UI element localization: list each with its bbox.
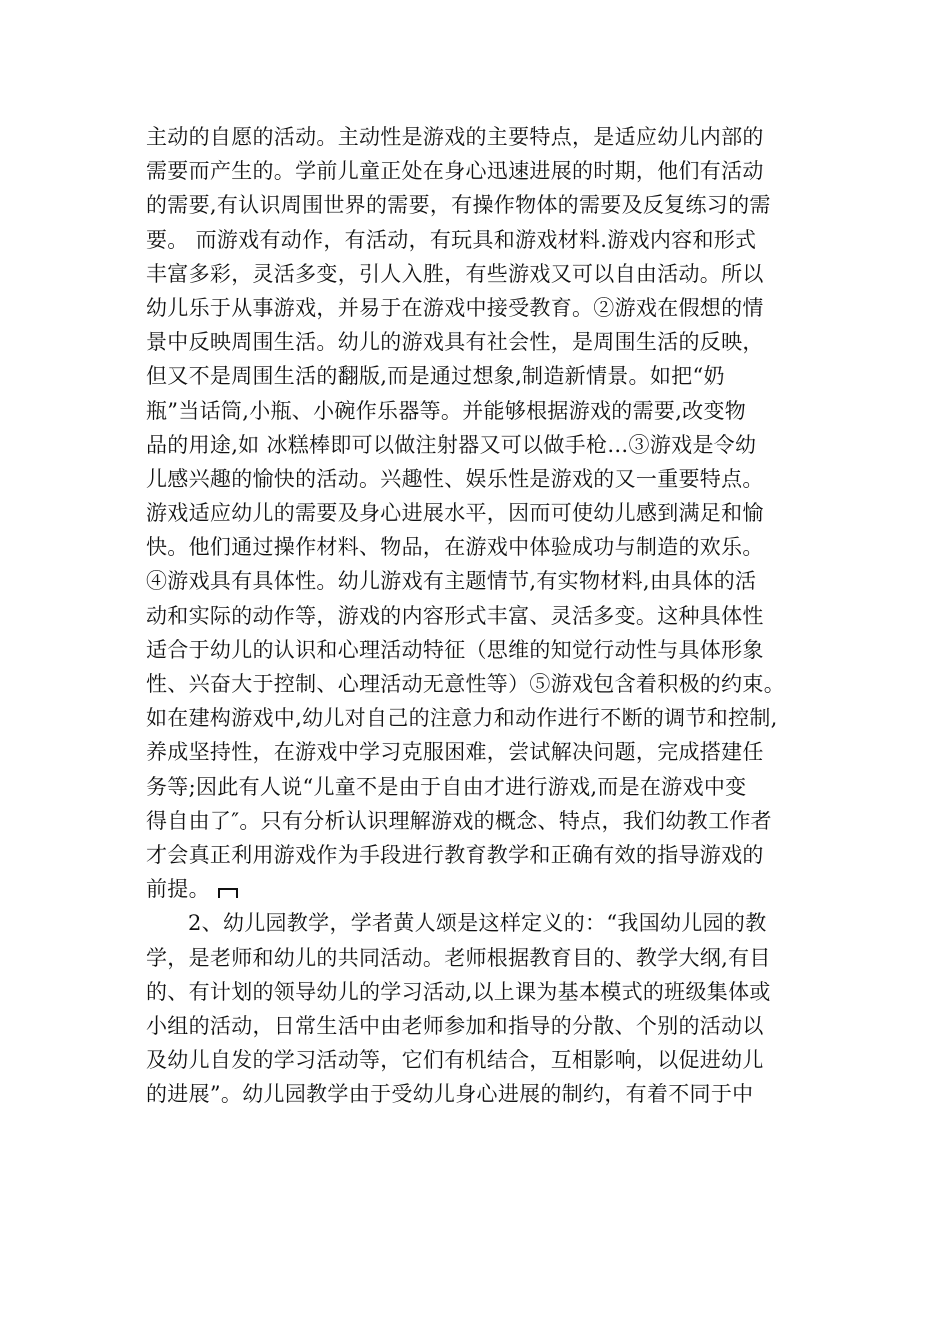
text-line: 丰富多彩，灵活多变，引人入胜，有些游戏又可以自由活动。所以 [146,261,764,286]
text-line: 得自由了″。只有分析认识理解游戏的概念、特点，我们幼教工作者 [146,808,772,833]
text-line-content: 前提。 [146,877,210,902]
text-line: 的需要,有认识周围世界的需要，有操作物体的需要及反复练习的需 [146,193,771,218]
paragraph-2-line: 的进展”。幼儿园教学由于受幼儿身心进展的制约，有着不同于中 [146,1082,754,1107]
bracket-mark-icon [218,888,238,898]
text-line: 主动的自愿的活动。主动性是游戏的主要特点，是适应幼儿内部的 [146,125,764,149]
text-line: 务等;因此有人说“儿童不是由于自由才进行游戏,而是在游戏中变 [146,774,747,799]
body-text [146,120,826,1111]
text-line: 适合于幼儿的认识和心理活动特征（思维的知觉行动性与具体形象 [146,637,764,662]
text-line-last [146,872,826,906]
paragraph-2-line: 小组的活动，日常生活中由老师参加和指导的分散、个别的活动以 [146,1013,764,1038]
text-line: 品的用途,如 冰糕棒即可以做注射器又可以做手枪…③游戏是令幼 [146,432,757,457]
text-line: 但又不是周围生活的翻版,而是通过想象,制造新情景。如把“奶 [146,364,725,389]
text-line: 儿感兴趣的愉快的活动。兴趣性、娱乐性是游戏的又一重要特点。 [146,466,764,491]
text-line: 才会真正利用游戏作为手段进行教育教学和正确有效的指导游戏的 [146,842,764,867]
text-line: ④游戏具有具体性。幼儿游戏有主题情节,有实物材料,由具体的活 [146,569,757,594]
text-line: 养成坚持性，在游戏中学习克服困难，尝试解决问题，完成搭建任 [146,740,764,765]
text-line: 如在建构游戏中,幼儿对自己的注意力和动作进行不断的调节和控制, [146,706,778,731]
text-line: 游戏适应幼儿的需要及身心进展水平，因而可使幼儿感到满足和愉 [146,501,764,526]
text-line: 性、兴奋大于控制、心理活动无意性等）⑤游戏包含着积极的约束。 [146,672,785,696]
text-line: 需要而产生的。学前儿童正处在身心迅速进展的时期，他们有活动 [146,159,764,184]
paragraph-2-line: 的、有计划的领导幼儿的学习活动,以上课为基本模式的班级集体或 [146,979,771,1004]
text-line: 动和实际的动作等，游戏的内容形式丰富、灵活多变。这种具体性 [146,603,764,628]
text-line: 快。他们通过操作材料、物品，在游戏中体验成功与制造的欢乐。 [146,535,764,560]
paragraph-2-line: 2、幼儿园教学，学者黄人颂是这样定义的：“我国幼儿园的教 [188,911,767,936]
paragraph-2-line: 学，是老师和幼儿的共同活动。老师根据教育目的、教学大纲,有目 [146,945,771,970]
text-line: 瓶”当话筒,小瓶、小碗作乐器等。并能够根据游戏的需要,改变物 [146,398,747,423]
text-line: 幼儿乐于从事游戏，并易于在游戏中接受教育。②游戏在假想的情 [146,295,764,320]
text-line: 景中反映周围生活。幼儿的游戏具有社会性，是周围生活的反映， [146,330,764,355]
paragraph-2-line: 及幼儿自发的学习活动等，它们有机结合，互相影响，以促进幼儿 [146,1048,764,1073]
text-line: 要。 而游戏有动作，有活动，有玩具和游戏材料.游戏内容和形式 [146,227,757,252]
